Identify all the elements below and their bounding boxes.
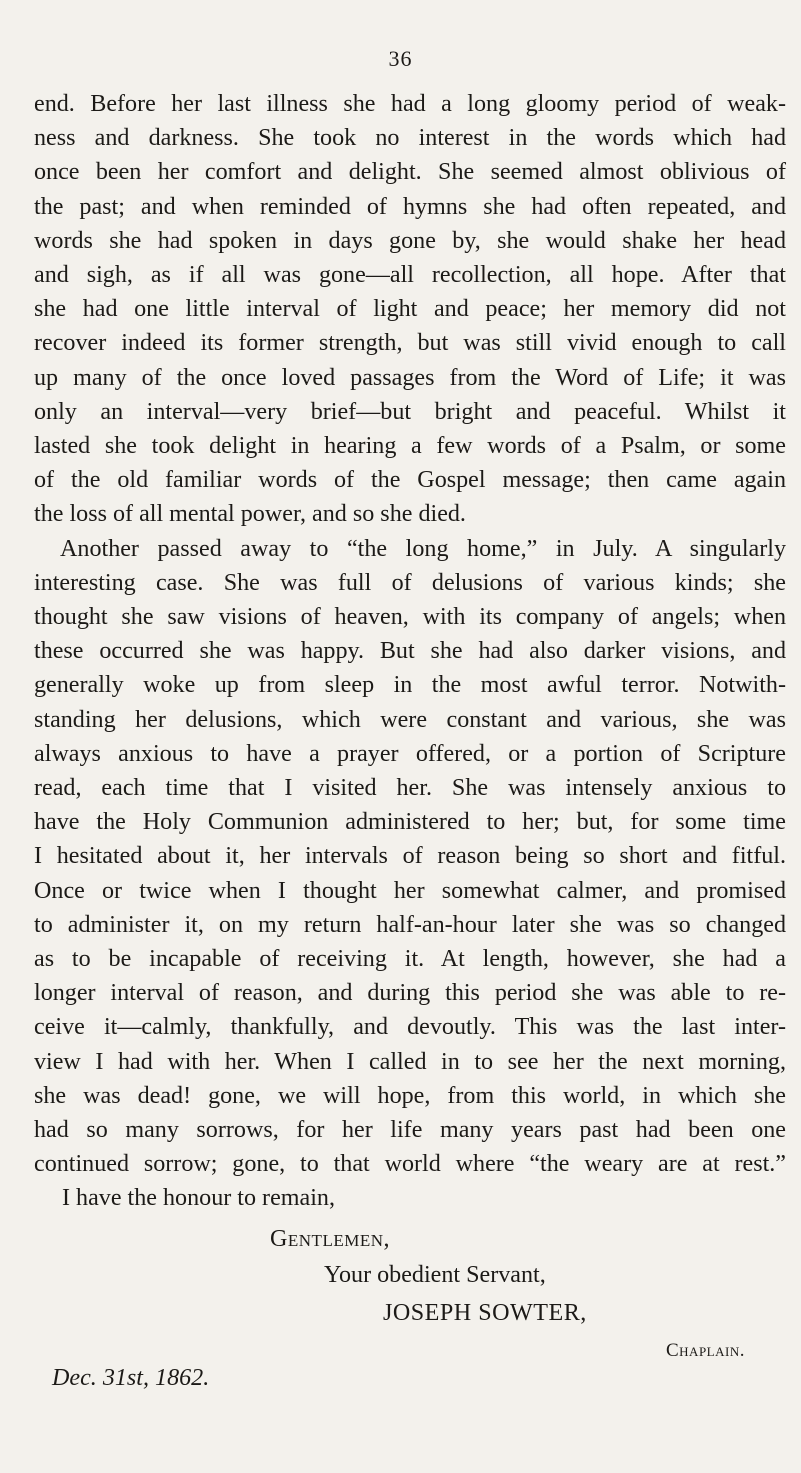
text-line: Another passed away to “the long home,” in July. A singularly [60,535,786,562]
closing-remain: I have the honour to remain, [62,1185,335,1211]
text-line: only an interval—very brief—but bright and peaceful. Whilst it [34,398,786,425]
text-line: I hesitated about it, her intervals of reason being so short and fitful. [34,843,786,870]
text-line: and sigh, as if all was gone—all recollection, all hope. After that [34,262,786,289]
text-line: as to be incapable of receiving it. At length, however, she had a [34,946,786,973]
closing-salutation: Gentlemen, [270,1226,391,1252]
text-line: words she had spoken in days gone by, she would shake her head [34,227,786,254]
text-line: she was dead! gone, we will hope, from this world, in which she [34,1082,786,1109]
text-line: continued sorrow; gone, to that world where “the weary are at rest.” [34,1151,786,1178]
text-line: interesting case. She was full of delusions of various kinds; she [34,569,786,596]
text-line: of the old familiar words of the Gospel message; then came again [34,467,786,494]
closing-obedient: Your obedient Servant, [324,1262,546,1288]
text-line: she had one little interval of light and peace; her memory did not [34,296,786,323]
text-line: had so many sorrows, for her life many years past had been one [34,1117,786,1144]
page-number: 36 [388,46,413,71]
text-line: thought she saw visions of heaven, with its company of angels; when [34,604,786,631]
letter-date: Dec. 31st, 1862. [52,1365,210,1391]
text-line: end. Before her last illness she had a long gloomy period of weak- [34,91,786,117]
text-line: have the Holy Communion administered to her; but, for some time [34,809,786,836]
text-line: view I had with her. When I called in to see her the next morning, [34,1048,786,1075]
text-line: the loss of all mental power, and so she died. [34,501,466,528]
text-line: once been her comfort and delight. She seemed almost oblivious of [34,159,786,186]
text-line: always anxious to have a prayer offered, or a portion of Scripture [34,740,786,767]
signature-title: Chaplain. [666,1340,745,1361]
text-line: the past; and when reminded of hymns she had often repeated, and [34,193,786,220]
text-line: to administer it, on my return half-an-hour later she was so changed [34,911,786,938]
text-line: generally woke up from sleep in the most awful terror. Notwith- [34,672,786,699]
text-line: read, each time that I visited her. She was intensely anxious to [34,775,786,802]
text-line: lasted she took delight in hearing a few words of a Psalm, or some [34,433,786,460]
body-text [34,87,786,1182]
text-line: up many of the once loved passages from the Word of Life; it was [34,364,786,391]
text-line: longer interval of reason, and during this period she was able to re- [34,980,786,1007]
text-line: these occurred she was happy. But she had also darker visions, and [34,638,786,665]
text-line: ceive it—calmly, thankfully, and devoutly. This was the last inter- [34,1014,786,1041]
text-line: ness and darkness. She took no interest in the words which had [34,125,786,152]
text-line: recover indeed its former strength, but was still vivid enough to call [34,330,786,357]
text-line: standing her delusions, which were constant and various, she was [34,706,786,733]
signature-name: JOSEPH SOWTER, [383,1300,587,1326]
text-line: Once or twice when I thought her somewhat calmer, and promised [34,877,786,904]
